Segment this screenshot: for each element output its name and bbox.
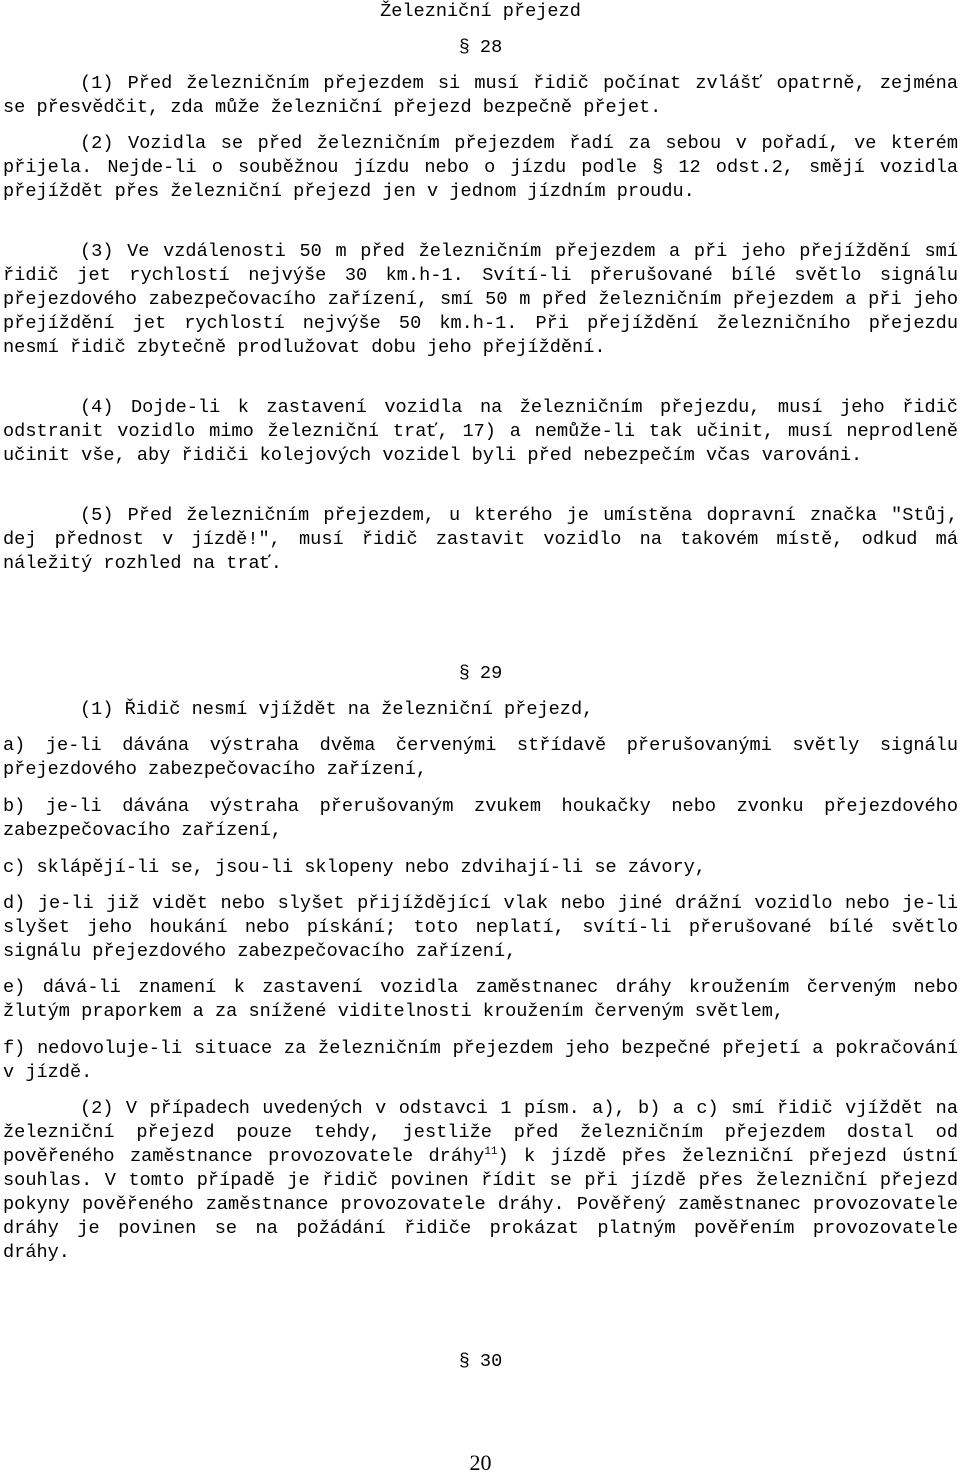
document-title: Železniční přejezd: [380, 1, 581, 22]
section-number: 28: [479, 37, 503, 58]
paragraph-28-4: (4) Dojde-li k zastavení vozidla na železničním přejezdu, musí jeho řidič odstranit vozidlo mimo železniční trať, 17) a nemůže-li tak učinit, musí neprodleně učinit vše, aby řidiči kolejových vozidel byli před nebezpečím včas varováni.: [3, 397, 958, 466]
paragraph-28-1: (1) Před železničním přejezdem si musí řidič počínat zvlášť opatrně, zejména se přesvědčit, zda může železniční přejezd bezpečně přejet.: [3, 73, 958, 118]
paragraph-28-5: (5) Před železničním přejezdem, u kterého je umístěna dopravní značka "Stůj, dej přednost v jízdě!", musí řidič zastavit vozidlo na takovém místě, odkud má náležitý rozhled na trať.: [3, 505, 958, 574]
page-number: 20: [469, 1450, 492, 1475]
list-item-e: e) dává-li znamení k zastavení vozidla zaměstnanec dráhy kroužením červeným nebo žlutým praporkem a za snížené viditelnosti kroužením červeným světlem,: [3, 977, 958, 1022]
list-item-c: c) sklápějí-li se, jsou-li sklopeny nebo zdvihají-li se závory,: [3, 857, 706, 878]
paragraph-29-1-intro: (1) Řidič nesmí vjíždět na železniční přejezd,: [80, 699, 594, 720]
list-item-f: f) nedovoluje-li situace za železničním přejezdem jeho bezpečné přejetí a pokračování v jízdě.: [3, 1038, 958, 1083]
list-item-b: b) je-li dávána výstraha přerušovaným zvukem houkačky nebo zvonku přejezdového zabezpečovacího zařízení,: [3, 796, 958, 841]
section-sign: §: [458, 37, 470, 58]
section-sign: §: [458, 663, 470, 684]
section-number: 30: [479, 1351, 503, 1372]
section-heading-28: [3, 36, 958, 60]
section-heading-30: [3, 1350, 958, 1374]
paragraph-29-2-text-end: ) k jízdě přes železniční přejezd ústní souhlas. V tomto případě je řidič povinen řídit se při jízdě přes železniční přejezd pokyny pověřeného zaměstnance provozovatele dráhy. Pověřený zaměstnanec provozovatele dráhy je povinen se na požádání řidiče prokázat platným pověřením provozovatele dráhy.: [3, 1146, 959, 1263]
paragraph-29-2: [3, 1097, 958, 1265]
section-heading-29: [3, 662, 958, 686]
list-item-a: a) je-li dávána výstraha dvěma červenými střídavě přerušovanými světly signálu přejezdového zabezpečovacího zařízení,: [3, 735, 958, 780]
paragraph-29-2-text-start: (2) V případech uvedených v odstavci 1 písm. a), b) a c) smí řidič vjíždět na železniční přejezd pouze tehdy, jestliže před železničním přejezdem dostal od pověřeného zaměstnance provozovatele dráhy: [3, 1098, 958, 1167]
section-sign: §: [458, 1351, 470, 1372]
section-number: 29: [479, 663, 503, 684]
paragraph-28-3: (3) Ve vzdálenosti 50 m před železničním přejezdem a při jeho přejíždění smí řidič jet rychlostí nejvýše 30 km.h-1. Svítí-li přerušované bílé světlo signálu přejezdového zabezpečovacího zařízení, smí 50 m před železničním přejezdem a při jeho přejíždění jet rychlostí nejvýše 50 km.h-1. Při přejíždění železničního přejezdu nesmí řidič zbytečně prodlužovat dobu jeho přejíždění.: [3, 241, 958, 358]
list-item-d: d) je-li již vidět nebo slyšet přijíždějící vlak nebo jiné drážní vozidlo nebo je-li slyšet jeho houkání nebo pískání; toto neplatí, svítí-li přerušované bílé světlo signálu přejezdového zabezpečovacího zařízení,: [3, 893, 958, 962]
paragraph-28-2: (2) Vozidla se před železničním přejezdem řadí za sebou v pořadí, ve kterém přijela. Nejde-li o souběžnou jízdu nebo o jízdu podle § 12 odst.2, smějí vozidla přejíždět přes železniční přejezd jen v jednom jízdním proudu.: [3, 133, 958, 202]
footnote-reference: 11: [484, 1145, 498, 1158]
